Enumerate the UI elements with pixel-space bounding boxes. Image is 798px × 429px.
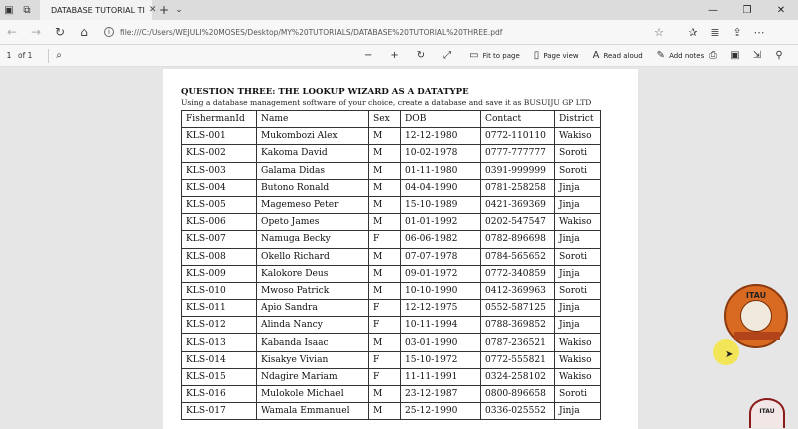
table-cell: 0787-236521 <box>481 334 555 351</box>
table-cell: Okello Richard <box>257 248 369 265</box>
table-cell: Wakiso <box>555 334 601 351</box>
table-cell: KLS-015 <box>182 368 257 385</box>
address-bar <box>0 20 798 45</box>
table-row <box>182 145 601 162</box>
table-cell: KLS-003 <box>182 162 257 179</box>
table-cell: M <box>369 248 401 265</box>
fishermen-table <box>181 110 601 420</box>
association-logo <box>724 284 788 348</box>
logo-small-text: ITAU <box>759 408 775 415</box>
table-cell: KLS-013 <box>182 334 257 351</box>
print-icon[interactable]: ⎙ <box>709 50 717 61</box>
table-cell: Kalokore Deus <box>257 265 369 282</box>
table-cell: KLS-012 <box>182 317 257 334</box>
table-cell: 0782-896698 <box>481 231 555 248</box>
window-controls <box>696 5 798 16</box>
table-body <box>182 128 601 420</box>
table-cell: KLS-002 <box>182 145 257 162</box>
url-text: file:///C:/Users/WEJULI%20MOSES/Desktop/MY%20TUTORIALS/DATABASE%20TUTORIAL%20THREE.pdf <box>120 27 503 37</box>
chevron-down-icon[interactable]: ⌄ <box>175 5 183 15</box>
table-cell: 06-06-1982 <box>401 231 481 248</box>
tab-actions-icon[interactable]: ▣ <box>4 4 14 16</box>
new-tab-button[interactable]: + <box>158 3 170 17</box>
table-cell: 01-11-1980 <box>401 162 481 179</box>
table-cell: 0788-369852 <box>481 317 555 334</box>
expand-icon: ⤢ <box>443 50 452 61</box>
column-header: Sex <box>369 111 401 128</box>
table-cell: 0336-025552 <box>481 403 555 420</box>
table-row <box>182 368 601 385</box>
table-cell: M <box>369 145 401 162</box>
table-cell: Magemeso Peter <box>257 196 369 213</box>
table-cell: F <box>369 368 401 385</box>
table-cell: KLS-008 <box>182 248 257 265</box>
table-cell: 10-10-1990 <box>401 282 481 299</box>
table-cell: Soroti <box>555 282 601 299</box>
table-cell: KLS-005 <box>182 196 257 213</box>
table-row <box>182 282 601 299</box>
table-cell: 0412-369963 <box>481 282 555 299</box>
fit-to-page-button[interactable] <box>469 50 520 61</box>
url-field[interactable] <box>104 23 664 41</box>
table-row <box>182 128 601 145</box>
table-cell: 0781-258258 <box>481 179 555 196</box>
table-cell: 15-10-1972 <box>401 351 481 368</box>
question-instruction: Using a database management software of your choice, create a database and save it as BUSUIJU GP LTD <box>181 98 592 107</box>
add-notes-label: Add notes <box>669 51 705 60</box>
table-cell: M <box>369 282 401 299</box>
table-cell: KLS-006 <box>182 214 257 231</box>
table-cell: F <box>369 231 401 248</box>
table-cell: M <box>369 214 401 231</box>
table-cell: 0772-555821 <box>481 351 555 368</box>
tab-bar <box>0 0 798 20</box>
save-icon[interactable]: ▣ <box>730 50 740 61</box>
table-cell: M <box>369 179 401 196</box>
table-cell: M <box>369 403 401 420</box>
table-cell: F <box>369 351 401 368</box>
logo-ribbon <box>734 332 780 340</box>
info-icon[interactable]: i <box>104 27 114 37</box>
table-cell: Jinja <box>555 317 601 334</box>
pdf-toolbar <box>0 45 798 67</box>
table-cell: 11-11-1991 <box>401 368 481 385</box>
table-cell: 0777-777777 <box>481 145 555 162</box>
column-header: District <box>555 111 601 128</box>
zoom-out-button[interactable] <box>364 50 376 61</box>
read-aloud-label: Read aloud <box>603 51 643 60</box>
table-cell: Butono Ronald <box>257 179 369 196</box>
table-cell: 0552-587125 <box>481 300 555 317</box>
table-cell: Mwoso Patrick <box>257 282 369 299</box>
table-row <box>182 351 601 368</box>
column-header: Name <box>257 111 369 128</box>
table-cell: Kabanda Isaac <box>257 334 369 351</box>
table-cell: 07-07-1978 <box>401 248 481 265</box>
table-cell: 0772-340859 <box>481 265 555 282</box>
column-header: DOB <box>401 111 481 128</box>
table-cell: F <box>369 317 401 334</box>
page-view-icon: ▯ <box>533 50 540 61</box>
table-cell: M <box>369 162 401 179</box>
close-tab-icon[interactable]: ✕ <box>148 5 157 15</box>
table-cell: 03-01-1990 <box>401 334 481 351</box>
table-cell: KLS-010 <box>182 282 257 299</box>
table-cell: KLS-011 <box>182 300 257 317</box>
table-cell: Wakiso <box>555 214 601 231</box>
pin-icon[interactable]: ⚲ <box>775 50 783 61</box>
table-cell: 15-10-1989 <box>401 196 481 213</box>
table-cell: KLS-009 <box>182 265 257 282</box>
table-row <box>182 403 601 420</box>
table-cell: 09-01-1972 <box>401 265 481 282</box>
table-row <box>182 196 601 213</box>
read-aloud-icon: A <box>592 50 600 61</box>
table-cell: 0202-547547 <box>481 214 555 231</box>
table-cell: Kakoma David <box>257 145 369 162</box>
table-cell: Mulokole Michael <box>257 386 369 403</box>
rotate-button[interactable] <box>417 50 429 61</box>
table-cell: Jinja <box>555 231 601 248</box>
maximize-button[interactable]: ❐ <box>742 4 752 16</box>
set-aside-tabs-icon[interactable]: ⧉ <box>23 4 31 16</box>
logo-text: ITAU <box>745 291 767 300</box>
table-row <box>182 265 601 282</box>
share-icon[interactable]: ⇪ <box>732 25 742 39</box>
save-as-icon[interactable]: ⇲ <box>752 50 762 61</box>
more-options-icon[interactable]: ⋯ <box>753 25 765 39</box>
table-cell: M <box>369 128 401 145</box>
table-row <box>182 248 601 265</box>
home-button[interactable]: ⌂ <box>80 25 88 39</box>
table-cell: 0800-896658 <box>481 386 555 403</box>
question-title: QUESTION THREE: THE LOOKUP WIZARD AS A DATATYPE <box>181 87 469 97</box>
forward-button[interactable]: → <box>30 25 42 39</box>
table-cell: Wamala Emmanuel <box>257 403 369 420</box>
table-cell: 0391-999999 <box>481 162 555 179</box>
table-cell: 0784-565652 <box>481 248 555 265</box>
read-aloud-button[interactable] <box>593 50 643 61</box>
table-cell: Wakiso <box>555 351 601 368</box>
table-row <box>182 162 601 179</box>
table-cell: 01-01-1992 <box>401 214 481 231</box>
page-view-label: Page view <box>543 51 579 60</box>
table-row <box>182 179 601 196</box>
tab-title: DATABASE TUTORIAL TI <box>51 5 145 15</box>
column-header: Contact <box>481 111 555 128</box>
table-cell: M <box>369 334 401 351</box>
table-cell: F <box>369 300 401 317</box>
minimize-button[interactable]: — <box>708 4 718 16</box>
table-cell: KLS-017 <box>182 403 257 420</box>
tab-pdf-document[interactable] <box>40 0 157 20</box>
table-cell: Alinda Nancy <box>257 317 369 334</box>
close-window-button[interactable]: ✕ <box>776 4 786 16</box>
table-cell: 0772-110110 <box>481 128 555 145</box>
cursor-highlight <box>713 339 739 365</box>
table-cell: Galama Didas <box>257 162 369 179</box>
table-cell: 12-12-1975 <box>401 300 481 317</box>
table-header-row <box>182 111 601 128</box>
fit-to-page-label: Fit to page <box>482 51 520 60</box>
table-cell: Jinja <box>555 179 601 196</box>
table-cell: KLS-007 <box>182 231 257 248</box>
table-cell: 25-12-1990 <box>401 403 481 420</box>
table-cell: 0421-369369 <box>481 196 555 213</box>
refresh-button[interactable]: ↻ <box>54 25 66 39</box>
table-cell: KLS-016 <box>182 386 257 403</box>
column-header: FishermanId <box>182 111 257 128</box>
table-cell: Apio Sandra <box>257 300 369 317</box>
search-icon[interactable]: ⌕ <box>56 50 62 61</box>
pdf-toolbar-right <box>702 50 790 61</box>
table-cell: KLS-014 <box>182 351 257 368</box>
table-row <box>182 317 601 334</box>
table-cell: M <box>369 386 401 403</box>
table-cell: Kisakye Vivian <box>257 351 369 368</box>
page-number-input[interactable]: 1 <box>6 51 12 60</box>
table-cell: M <box>369 265 401 282</box>
page-count: of 1 <box>18 51 33 60</box>
table-row <box>182 300 601 317</box>
table-cell: KLS-001 <box>182 128 257 145</box>
table-cell: Jinja <box>555 196 601 213</box>
table-cell: 0324-258102 <box>481 368 555 385</box>
zoom-in-button[interactable] <box>390 50 402 61</box>
plus-icon: + <box>390 50 399 61</box>
table-cell: Wakiso <box>555 368 601 385</box>
favorite-star-icon[interactable]: ☆ <box>654 25 664 39</box>
table-cell: Soroti <box>555 162 601 179</box>
table-cell: Mukombozi Alex <box>257 128 369 145</box>
logo-emblem <box>740 300 772 332</box>
pdf-toolbar-tools <box>364 50 718 61</box>
table-cell: Jinja <box>555 403 601 420</box>
minus-icon: − <box>364 50 373 61</box>
table-cell: 23-12-1987 <box>401 386 481 403</box>
add-notes-button[interactable] <box>657 50 705 61</box>
table-cell: Jinja <box>555 300 601 317</box>
pen-icon: ✎ <box>656 50 666 61</box>
table-row <box>182 386 601 403</box>
association-logo-small <box>749 398 785 428</box>
table-cell: 10-11-1994 <box>401 317 481 334</box>
table-cell: 10-02-1978 <box>401 145 481 162</box>
reading-list-icon[interactable]: ≣ <box>710 25 720 39</box>
page-view-button[interactable] <box>534 50 579 61</box>
back-button[interactable]: ← <box>6 25 18 39</box>
favorites-icon[interactable]: ✰ <box>688 25 698 39</box>
table-cell: Opeto James <box>257 214 369 231</box>
table-cell: KLS-004 <box>182 179 257 196</box>
table-cell: 12-12-1980 <box>401 128 481 145</box>
table-cell: Soroti <box>555 386 601 403</box>
fit-page-icon: ▭ <box>469 50 479 61</box>
table-cell: Jinja <box>555 265 601 282</box>
pdf-page <box>163 69 638 429</box>
table-cell: 04-04-1990 <box>401 179 481 196</box>
fullscreen-button[interactable] <box>443 50 455 61</box>
table-cell: Soroti <box>555 145 601 162</box>
table-row <box>182 231 601 248</box>
mouse-pointer-icon: ➤ <box>725 349 734 360</box>
table-cell: Wakiso <box>555 128 601 145</box>
table-cell: Ndagire Mariam <box>257 368 369 385</box>
table-cell: Soroti <box>555 248 601 265</box>
rotate-icon: ↻ <box>416 50 426 61</box>
table-row <box>182 214 601 231</box>
table-cell: Namuga Becky <box>257 231 369 248</box>
table-cell: M <box>369 196 401 213</box>
table-row <box>182 334 601 351</box>
